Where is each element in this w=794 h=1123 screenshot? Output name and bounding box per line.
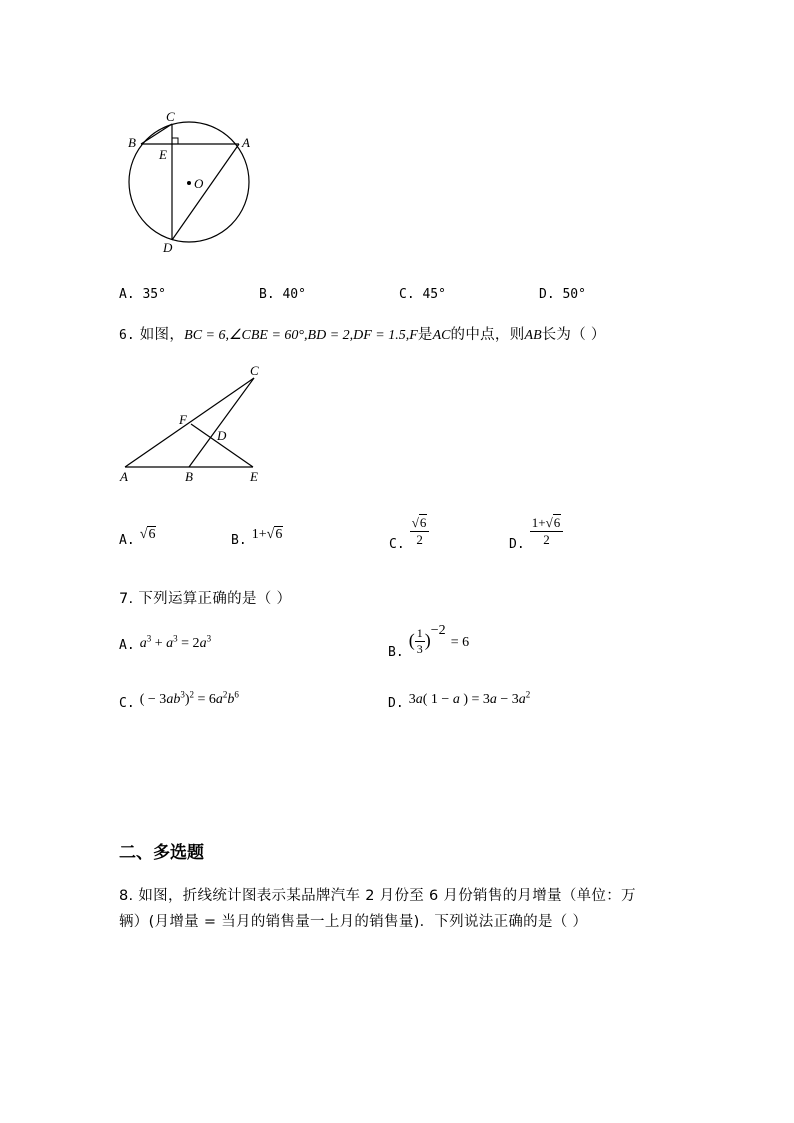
- right-angle-mark: [172, 138, 178, 144]
- label-o: O: [194, 176, 204, 191]
- q7-option-d: D. 3a( 1 − a ) = $3a - 3a^2$: [388, 689, 531, 711]
- q6-option-a: A. √6: [119, 527, 156, 548]
- label-e: E: [159, 147, 167, 162]
- section-title: 二、多选题: [119, 843, 204, 863]
- q7-option-c: C. ( − $3ab^3)^2 = 6a^2b^6$: [119, 689, 239, 711]
- triangle-figure: [115, 360, 275, 490]
- label-d: D: [163, 240, 173, 255]
- label-a: A: [120, 469, 128, 484]
- q5-option-d: D. 50°: [539, 287, 586, 302]
- label-c: C: [250, 363, 259, 378]
- q8-line-1: 8. 如图，折线统计图表示某品牌汽车 2 月份至 6 月份销售的月增量（单位：万: [119, 888, 636, 904]
- q5-option-a: A. 35°: [119, 287, 166, 302]
- label-c: C: [166, 109, 175, 124]
- label-e: E: [250, 469, 258, 484]
- chord-bc: [141, 124, 172, 144]
- q6-option-d: $_{D.}$ $\frac{1+√6}{2}$: [509, 515, 563, 548]
- label-b: B: [185, 469, 193, 484]
- q5-option-c: C. 45°: [399, 287, 446, 302]
- label-b: B: [128, 135, 136, 150]
- segment-bc: [189, 378, 254, 467]
- q6-option-b: B. 1+√6: [231, 527, 283, 548]
- q8-line-2: 辆）(月增量 = 当月的销售量一上月的销售量)．下列说法正确的是（ ）: [119, 914, 588, 930]
- label-d: D: [217, 428, 227, 443]
- q7-option-b: $_{B.}$ ( $\frac{1}{3}$ )$^{-2}$ = 6: [388, 622, 470, 660]
- q6-option-c: $_{C.}$ $\frac{√6}{2}$: [389, 515, 429, 548]
- q6-condition: BC = 6,∠CBE = 60°,BD = 2,DF = 1.5,F: [184, 328, 418, 343]
- q7-option-a: A. $a^3 + a^3 = 2a^3$: [119, 633, 212, 653]
- label-a: A: [242, 135, 250, 150]
- q6-stem-pre: 如图，: [139, 327, 185, 343]
- q6-stem: 6. 如图，BC = 6,∠CBE = 60°,BD = 2,DF = 1.5,F是AC的中点，则AB长为（ ）: [119, 327, 606, 343]
- chord-ad: [172, 144, 239, 240]
- circle-figure: [115, 100, 265, 260]
- q5-option-b: B. 40°: [259, 287, 306, 302]
- q6-number: 6.: [119, 328, 135, 343]
- q7-stem: 7. 下列运算正确的是（ ）: [119, 591, 292, 607]
- center-point: [187, 181, 191, 185]
- label-f: F: [179, 412, 187, 427]
